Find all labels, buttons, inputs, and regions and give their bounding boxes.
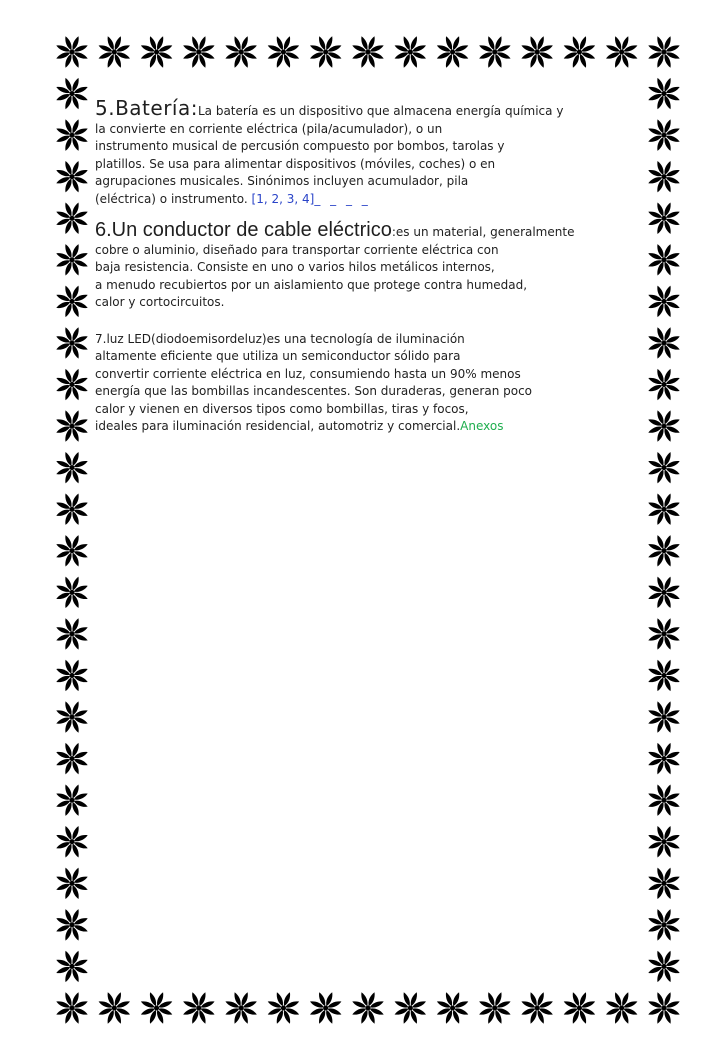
section-5-line-1: La batería es un dispositivo que almacena energía química y	[197, 104, 564, 118]
asterisk-flower-icon	[140, 991, 173, 1024]
asterisk-flower-icon	[647, 35, 680, 68]
section-6-heading: 6.Un conductor de cable eléctrico	[95, 219, 392, 241]
asterisk-flower-icon	[98, 35, 131, 68]
asterisk-flower-icon	[55, 908, 88, 941]
asterisk-flower-icon	[55, 825, 88, 858]
section-5-line-3: instrumento musical de percusión compuesto por bombos, tarolas y	[95, 139, 505, 153]
asterisk-flower-icon	[647, 368, 680, 401]
asterisk-flower-icon	[55, 534, 88, 567]
asterisk-flower-icon	[55, 950, 88, 983]
section-6-line-3: baja resistencia. Consiste en uno o varios hilos metálicos internos,	[95, 260, 495, 274]
asterisk-flower-icon	[647, 119, 680, 152]
asterisk-flower-icon	[647, 410, 680, 443]
asterisk-flower-icon	[55, 119, 88, 152]
asterisk-flower-icon	[55, 991, 88, 1024]
asterisk-flower-icon	[55, 368, 88, 401]
asterisk-flower-icon	[309, 35, 342, 68]
asterisk-flower-icon	[55, 326, 88, 359]
section-6-line-2: cobre o aluminio, diseñado para transportar corriente eléctrica con	[95, 242, 499, 257]
asterisk-flower-icon	[182, 35, 215, 68]
asterisk-flower-icon	[225, 991, 258, 1024]
asterisk-flower-icon	[647, 202, 680, 235]
asterisk-flower-icon	[55, 160, 88, 193]
asterisk-flower-icon	[521, 35, 554, 68]
asterisk-flower-icon	[55, 202, 88, 235]
asterisk-flower-icon	[563, 991, 596, 1024]
asterisk-flower-icon	[55, 285, 88, 318]
asterisk-flower-icon	[647, 534, 680, 567]
section-6-line-5: calor y cortocircuitos.	[95, 295, 225, 309]
underscore-placeholder: _ _ _ _	[314, 191, 371, 206]
section-7-line-6: ideales para iluminación residencial, automotriz y comercial.	[95, 419, 461, 433]
asterisk-flower-icon	[647, 160, 680, 193]
asterisk-flower-icon	[605, 991, 638, 1024]
asterisk-flower-icon	[647, 617, 680, 650]
asterisk-flower-icon	[647, 700, 680, 733]
section-6-line-4: a menudo recubiertos por un aislamiento que protege contra humedad,	[95, 277, 528, 292]
section-7-line-5: calor y vienen en diversos tipos como bombillas, tiras y focos,	[95, 401, 469, 416]
asterisk-flower-icon	[140, 35, 173, 68]
asterisk-flower-icon	[647, 659, 680, 692]
asterisk-flower-icon	[647, 451, 680, 484]
asterisk-flower-icon	[521, 991, 554, 1024]
section-5-line-2: la convierte en corriente eléctrica (pila/acumulador), o un	[95, 121, 443, 136]
asterisk-flower-icon	[478, 35, 511, 68]
asterisk-flower-icon	[647, 77, 680, 110]
asterisk-flower-icon	[647, 825, 680, 858]
anexos-link[interactable]: Anexos	[460, 419, 504, 433]
asterisk-flower-icon	[436, 35, 469, 68]
asterisk-flower-icon	[267, 35, 300, 68]
asterisk-flower-icon	[647, 950, 680, 983]
section-6-line-1: :es un material, generalmente	[391, 225, 575, 239]
asterisk-flower-icon	[55, 617, 88, 650]
asterisk-flower-icon	[647, 908, 680, 941]
section-7-line-2: altamente eficiente que utiliza un semiconductor sólido para	[95, 349, 461, 363]
asterisk-flower-icon	[394, 991, 427, 1024]
section-5-bateria	[95, 96, 635, 208]
asterisk-flower-icon	[647, 867, 680, 900]
asterisk-flower-icon	[647, 991, 680, 1024]
asterisk-flower-icon	[55, 493, 88, 526]
section-5-line-6: (eléctrica) o instrumento.	[95, 191, 252, 206]
asterisk-flower-icon	[478, 991, 511, 1024]
citation-links[interactable]: [1, 2, 3, 4]	[251, 191, 315, 206]
asterisk-flower-icon	[182, 991, 215, 1024]
asterisk-flower-icon	[98, 991, 131, 1024]
asterisk-flower-icon	[351, 991, 384, 1024]
asterisk-flower-icon	[436, 991, 469, 1024]
asterisk-flower-icon	[55, 784, 88, 817]
asterisk-flower-icon	[647, 285, 680, 318]
asterisk-flower-icon	[351, 35, 384, 68]
asterisk-flower-icon	[55, 659, 88, 692]
document-body	[95, 96, 635, 436]
section-7-led	[95, 331, 635, 436]
asterisk-flower-icon	[55, 451, 88, 484]
section-5-line-5: agrupaciones musicales. Sinónimos incluyen acumulador, pila	[95, 174, 469, 188]
section-6-conductor	[95, 219, 635, 312]
asterisk-flower-icon	[55, 243, 88, 276]
asterisk-flower-icon	[394, 35, 427, 68]
asterisk-flower-icon	[647, 784, 680, 817]
asterisk-flower-icon	[605, 35, 638, 68]
asterisk-flower-icon	[55, 77, 88, 110]
asterisk-flower-icon	[647, 326, 680, 359]
section-7-line-1: 7.luz LED(diodoemisordeluz)es una tecnología de iluminación	[95, 331, 465, 346]
asterisk-flower-icon	[309, 991, 342, 1024]
section-5-heading: 5.Batería:	[95, 96, 198, 120]
asterisk-flower-icon	[55, 867, 88, 900]
section-7-line-4: energía que las bombillas incandescentes. Son duraderas, generan poco	[95, 384, 533, 398]
asterisk-flower-icon	[267, 991, 300, 1024]
section-5-line-4: platillos. Se usa para alimentar dispositivos (móviles, coches) o en	[95, 156, 496, 171]
asterisk-flower-icon	[225, 35, 258, 68]
asterisk-flower-icon	[647, 493, 680, 526]
asterisk-flower-icon	[55, 742, 88, 775]
asterisk-flower-icon	[647, 243, 680, 276]
asterisk-flower-icon	[55, 35, 88, 68]
section-7-line-3: convertir corriente eléctrica en luz, consumiendo hasta un 90% menos	[95, 366, 521, 381]
asterisk-flower-icon	[55, 576, 88, 609]
asterisk-flower-icon	[563, 35, 596, 68]
asterisk-flower-icon	[647, 742, 680, 775]
asterisk-flower-icon	[647, 576, 680, 609]
asterisk-flower-icon	[55, 410, 88, 443]
asterisk-flower-icon	[55, 700, 88, 733]
